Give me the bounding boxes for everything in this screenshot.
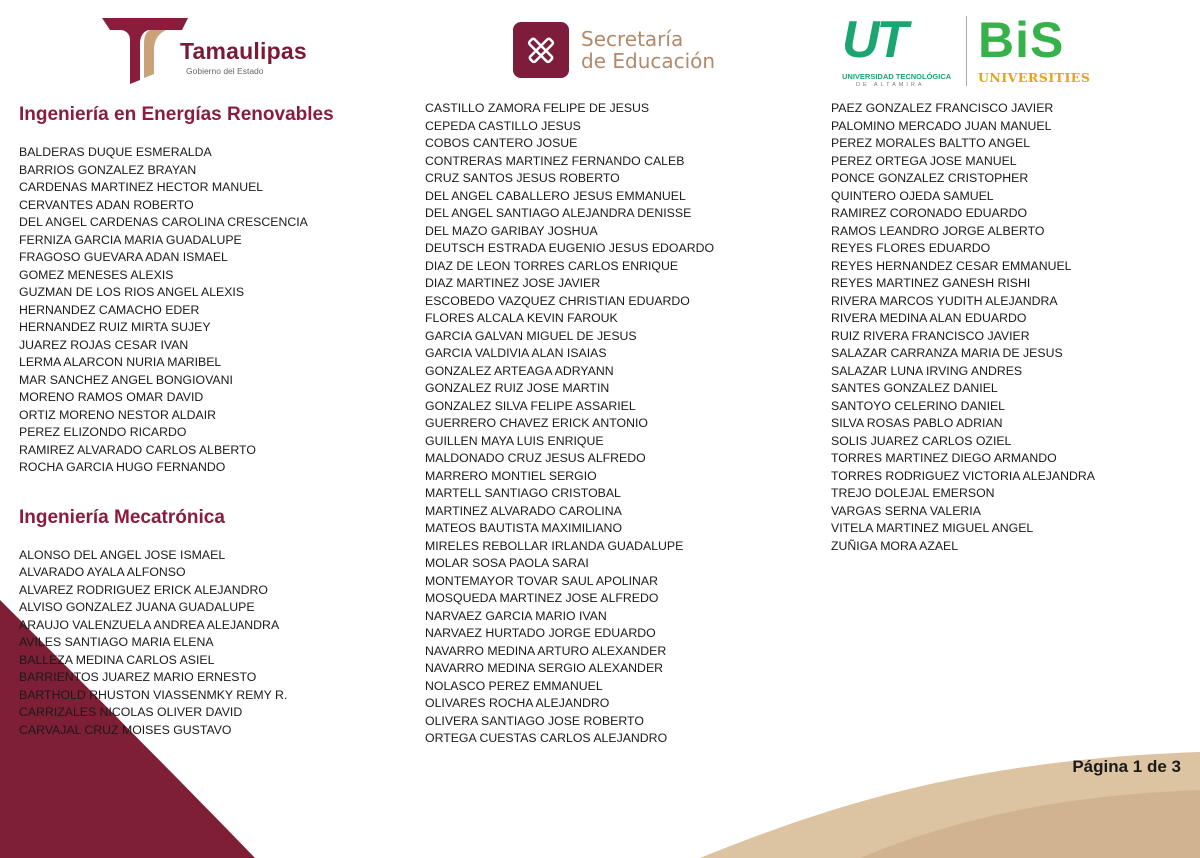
list-item: GUERRERO CHAVEZ ERICK ANTONIO (425, 416, 648, 430)
bis-subtitle: UNIVERSITIES (978, 70, 1091, 85)
list-item: HERNANDEZ RUIZ MIRTA SUJEY (19, 320, 211, 334)
name-list-column-2 (425, 100, 805, 748)
list-item: REYES HERNANDEZ CESAR EMMANUEL (831, 258, 1072, 273)
name-list-energias (19, 144, 399, 477)
list-item: GOMEZ MENESES ALEXIS (19, 267, 174, 282)
list-item: ZUÑIGA MORA AZAEL (831, 538, 959, 553)
list-item: RUIZ RIVERA FRANCISCO JAVIER (831, 328, 1030, 343)
list-item: NARVAEZ GARCIA MARIO IVAN (425, 608, 607, 623)
list-item: MARTELL SANTIAGO CRISTOBAL (425, 486, 621, 500)
section-title-energias: Ingeniería en Energías Renovables (19, 104, 334, 125)
pencil-ruler-icon (513, 22, 569, 78)
list-item: GARCIA VALDIVIA ALAN ISAIAS (425, 346, 607, 360)
secretaria-line1: Secretaría (581, 27, 684, 51)
list-item: BALLEZA MEDINA CARLOS ASIEL (19, 652, 215, 667)
secretaria-text (581, 28, 715, 72)
list-item: BARRIENTOS JUAREZ MARIO ERNESTO (19, 670, 257, 684)
list-item: SALAZAR LUNA IRVING ANDRES (831, 363, 1023, 378)
list-item: COBOS CANTERO JOSUE (425, 136, 578, 150)
list-item: ALVISO GONZALEZ JUANA GUADALUPE (19, 600, 255, 614)
list-item: ALVARADO AYALA ALFONSO (19, 565, 186, 579)
tamaulipas-subtitle: Gobierno del Estado (186, 66, 264, 76)
list-item: GONZALEZ ARTEAGA ADRYANN (425, 363, 614, 378)
tamaulipas-logo (100, 14, 320, 84)
list-item: CRUZ SANTOS JESUS ROBERTO (425, 171, 620, 185)
column-1 (19, 102, 399, 739)
list-item: GARCIA GALVAN MIGUEL DE JESUS (425, 328, 637, 343)
list-item: NARVAEZ HURTADO JORGE EDUARDO (425, 626, 656, 640)
list-item: VITELA MARTINEZ MIGUEL ANGEL (831, 521, 1034, 535)
list-item: SANTES GONZALEZ DANIEL (831, 381, 998, 395)
list-item: TREJO DOLEJAL EMERSON (831, 486, 995, 500)
list-item: AVILES SANTIAGO MARIA ELENA (19, 635, 214, 649)
list-item: GUILLEN MAYA LUIS ENRIQUE (425, 433, 604, 448)
list-item: ALVAREZ RODRIGUEZ ERICK ALEJANDRO (19, 582, 268, 597)
tamaulipas-emblem-icon (100, 14, 192, 84)
list-item: RIVERA MARCOS YUDITH ALEJANDRA (831, 293, 1058, 308)
list-item: HERNANDEZ CAMACHO EDER (19, 302, 200, 317)
list-item: ESCOBEDO VAZQUEZ CHRISTIAN EDUARDO (425, 293, 690, 308)
list-item: ORTIZ MORENO NESTOR ALDAIR (19, 407, 217, 422)
list-item: CONTRERAS MARTINEZ FERNANDO CALEB (425, 153, 685, 168)
list-item: PAEZ GONZALEZ FRANCISCO JAVIER (831, 101, 1054, 115)
ut-mark: UT (842, 11, 906, 69)
secretaria-logo (513, 22, 733, 82)
list-item: DIAZ MARTINEZ JOSE JAVIER (425, 276, 601, 290)
list-item: ROCHA GARCIA HUGO FERNANDO (19, 460, 226, 474)
list-item: FRAGOSO GUEVARA ADAN ISMAEL (19, 250, 228, 264)
logo-divider (966, 16, 967, 86)
list-item: TORRES MARTINEZ DIEGO ARMANDO (831, 451, 1057, 465)
list-item: BARTHOLD RHUSTON VIASSENMKY REMY R. (19, 687, 288, 702)
list-item: OLIVERA SANTIAGO JOSE ROBERTO (425, 713, 644, 728)
list-item: CEPEDA CASTILLO JESUS (425, 118, 581, 133)
list-item: MALDONADO CRUZ JESUS ALFREDO (425, 451, 646, 465)
list-item: MATEOS BAUTISTA MAXIMILIANO (425, 521, 623, 535)
list-item: GONZALEZ RUIZ JOSE MARTIN (425, 381, 610, 395)
list-item: DIAZ DE LEON TORRES CARLOS ENRIQUE (425, 258, 679, 273)
list-item: MARTINEZ ALVARADO CAROLINA (425, 503, 622, 518)
ut-bis-logo (840, 11, 1091, 90)
list-item: TORRES RODRIGUEZ VICTORIA ALEJANDRA (831, 468, 1095, 483)
list-item: NOLASCO PEREZ EMMANUEL (425, 678, 603, 693)
column-3 (831, 100, 1191, 555)
list-item: CARDENAS MARTINEZ HECTOR MANUEL (19, 180, 264, 194)
list-item: PEREZ ORTEGA JOSE MANUEL (831, 153, 1017, 168)
list-item: QUINTERO OJEDA SAMUEL (831, 188, 994, 203)
list-item: RIVERA MEDINA ALAN EDUARDO (831, 311, 1027, 325)
list-item: MIRELES REBOLLAR IRLANDA GUADALUPE (425, 538, 684, 553)
list-item: BALDERAS DUQUE ESMERALDA (19, 145, 212, 159)
list-item: PEREZ ELIZONDO RICARDO (19, 425, 187, 439)
section-title-mecatronica: Ingeniería Mecatrónica (19, 506, 225, 528)
list-item: OLIVARES ROCHA ALEJANDRO (425, 696, 610, 710)
list-item: DEUTSCH ESTRADA EUGENIO JESUS EDOARDO (425, 241, 715, 255)
list-item: CARRIZALES NICOLAS OLIVER DAVID (19, 705, 243, 719)
list-item: LERMA ALARCON NURIA MARIBEL (19, 355, 222, 369)
list-item: MONTEMAYOR TOVAR SAUL APOLINAR (425, 573, 659, 588)
list-item: ARAUJO VALENZUELA ANDREA ALEJANDRA (19, 617, 280, 632)
list-item: GONZALEZ SILVA FELIPE ASSARIEL (425, 398, 636, 413)
list-item: ALONSO DEL ANGEL JOSE ISMAEL (19, 547, 226, 562)
list-item: RAMOS LEANDRO JORGE ALBERTO (831, 223, 1045, 238)
list-item: MARRERO MONTIEL SERGIO (425, 468, 597, 483)
list-item: DEL ANGEL CABALLERO JESUS EMMANUEL (425, 188, 686, 203)
list-item: SOLIS JUAREZ CARLOS OZIEL (831, 433, 1012, 448)
list-item: MAR SANCHEZ ANGEL BONGIOVANI (19, 372, 233, 387)
list-item: CERVANTES ADAN ROBERTO (19, 197, 194, 212)
list-item: RAMIREZ ALVARADO CARLOS ALBERTO (19, 442, 256, 457)
name-list-column-3 (831, 100, 1191, 555)
list-item: PALOMINO MERCADO JUAN MANUEL (831, 118, 1052, 133)
list-item: REYES MARTINEZ GANESH RISHI (831, 276, 1031, 290)
column-2 (425, 100, 805, 748)
tamaulipas-name: Tamaulipas (180, 38, 307, 64)
list-item: SILVA ROSAS PABLO ADRIAN (831, 416, 1003, 430)
list-item: JUAREZ ROJAS CESAR IVAN (19, 337, 189, 352)
bis-mark: BiS (978, 12, 1065, 68)
list-item: CASTILLO ZAMORA FELIPE DE JESUS (425, 101, 650, 115)
list-item: REYES FLORES EDUARDO (831, 241, 991, 255)
list-item: FLORES ALCALA KEVIN FAROUK (425, 311, 618, 325)
page-number: Página 1 de 3 (1072, 757, 1181, 776)
list-item: SALAZAR CARRANZA MARIA DE JESUS (831, 346, 1063, 360)
list-item: VARGAS SERNA VALERIA (831, 503, 981, 518)
list-item: FERNIZA GARCIA MARIA GUADALUPE (19, 232, 242, 247)
ut-name: UNIVERSIDAD TECNOLÓGICA (842, 72, 952, 81)
list-item: PEREZ MORALES BALTTO ANGEL (831, 136, 1031, 150)
list-item: NAVARRO MEDINA SERGIO ALEXANDER (425, 661, 664, 675)
list-item: DEL MAZO GARIBAY JOSHUA (425, 223, 598, 238)
list-item: MORENO RAMOS OMAR DAVID (19, 390, 204, 404)
list-item: DEL ANGEL CARDENAS CAROLINA CRESCENCIA (19, 215, 308, 229)
list-item: NAVARRO MEDINA ARTURO ALEXANDER (425, 643, 667, 658)
ut-city: DE ALTAMIRA (856, 82, 925, 88)
list-item: CARVAJAL CRUZ MOISES GUSTAVO (19, 722, 232, 737)
list-item: ORTEGA CUESTAS CARLOS ALEJANDRO (425, 731, 668, 745)
secretaria-emblem (513, 22, 569, 78)
list-item: GUZMAN DE LOS RIOS ANGEL ALEXIS (19, 285, 245, 299)
name-list-mecatronica (19, 547, 399, 740)
list-item: BARRIOS GONZALEZ BRAYAN (19, 162, 197, 177)
list-item: RAMIREZ CORONADO EDUARDO (831, 206, 1028, 220)
list-item: MOLAR SOSA PAOLA SARAI (425, 556, 589, 570)
list-item: MOSQUEDA MARTINEZ JOSE ALFREDO (425, 591, 659, 605)
list-item: DEL ANGEL SANTIAGO ALEJANDRA DENISSE (425, 206, 692, 220)
secretaria-line2: de Educación (581, 49, 716, 73)
list-item: PONCE GONZALEZ CRISTOPHER (831, 171, 1029, 185)
list-item: SANTOYO CELERINO DANIEL (831, 398, 1006, 413)
